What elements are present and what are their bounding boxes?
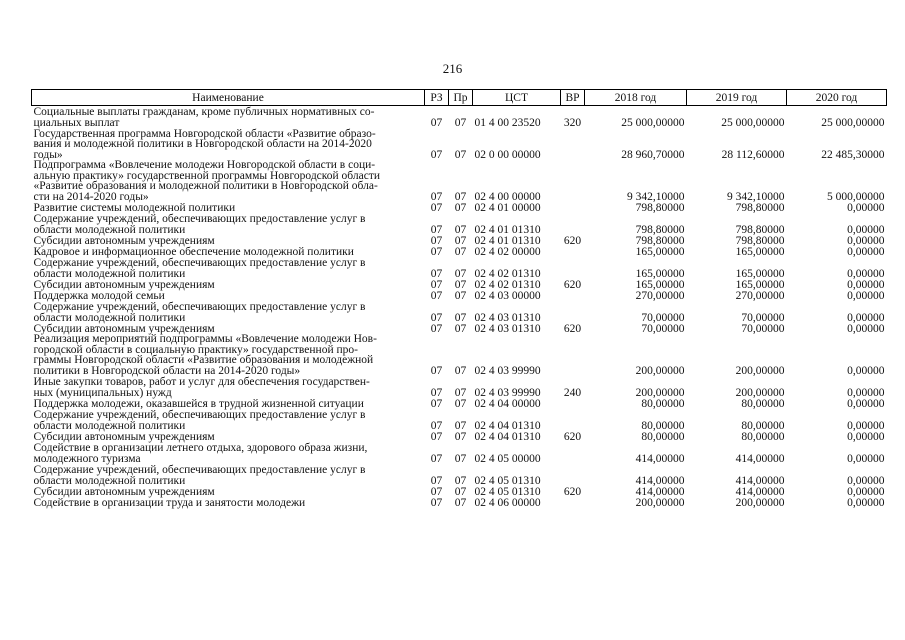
row-2020: 0,00000: [847, 496, 885, 509]
row-2018: 28 960,70000: [621, 148, 685, 161]
table-header-row: [32, 90, 887, 106]
row-2019: 414,00000: [735, 485, 785, 498]
row-pr: 07: [454, 364, 467, 377]
row-cst: 02 4 03 01310: [474, 311, 541, 324]
row-rz: 07: [430, 245, 443, 258]
row-vr: [561, 246, 585, 257]
row-vr: [561, 257, 585, 279]
row-2019: 200,00000: [735, 496, 785, 509]
row-vr: [561, 497, 585, 508]
row-cst: 02 4 04 01310: [474, 419, 541, 432]
row-cst: 02 4 06 00000: [474, 496, 541, 509]
column-header-2020: 2020 год: [787, 90, 887, 106]
row-vr: [561, 213, 585, 235]
row-vr: [561, 442, 585, 464]
row-name: Поддержка молодежи, оказавшейся в трудной жизненной ситуации: [33, 397, 364, 410]
row-pr: 07: [454, 397, 467, 410]
row-cst: 02 4 02 01310: [474, 278, 541, 291]
row-2020: 0,00000: [847, 485, 885, 498]
table-row: [32, 290, 887, 301]
row-2020: 0,00000: [847, 474, 885, 487]
row-rz: 07: [430, 452, 443, 465]
column-header-cst: ЦСТ: [473, 90, 561, 106]
row-cst: 02 4 01 01310: [474, 223, 541, 236]
row-name: Развитие системы молодежной политики: [33, 201, 236, 214]
row-2019: 80,00000: [741, 430, 785, 443]
row-rz: 07: [430, 364, 443, 377]
row-2019: 25 000,00000: [721, 116, 785, 129]
row-2020: 0,00000: [847, 201, 885, 214]
table-row: [32, 160, 887, 202]
row-cst: 02 4 00 00000: [474, 190, 541, 203]
row-name: Субсидии автономным учреждениям: [33, 278, 215, 291]
row-2019: 414,00000: [735, 452, 785, 465]
row-name: Подпрограмма «Вовлечение молодежи Новгородской области в соци- альную практику» государственной программы Новгородской области «Развитие образования и молодежной политики в Новгородской обла- сти на 2014-2020 годы»: [33, 159, 380, 203]
row-vr: [561, 334, 585, 376]
column-header-2019: 2019 год: [687, 90, 787, 106]
row-name: Поддержка молодой семьи: [33, 289, 165, 302]
row-pr: 07: [454, 245, 467, 258]
row-pr: 07: [454, 485, 467, 498]
row-cst: 02 4 03 00000: [474, 289, 541, 302]
row-2020: 25 000,00000: [821, 116, 885, 129]
row-vr: [561, 409, 585, 431]
row-vr: 620: [563, 430, 582, 443]
row-2018: 25 000,00000: [621, 116, 685, 129]
row-cst: 02 4 02 01310: [474, 267, 541, 280]
row-2019: 165,00000: [735, 267, 785, 280]
row-pr: 07: [454, 496, 467, 509]
row-rz: 07: [430, 148, 443, 161]
row-pr: 07: [454, 267, 467, 280]
row-pr: 07: [454, 386, 467, 399]
row-name: Субсидии автономным учреждениям: [33, 322, 215, 335]
row-rz: 07: [430, 289, 443, 302]
table-row: [32, 106, 887, 129]
row-vr: 620: [563, 278, 582, 291]
row-rz: 07: [430, 234, 443, 247]
row-rz: 07: [430, 485, 443, 498]
row-cst: 02 4 03 99990: [474, 386, 541, 399]
row-2019: 798,80000: [735, 234, 785, 247]
column-header-2018: 2018 год: [585, 90, 687, 106]
row-vr: 620: [563, 485, 582, 498]
row-rz: 07: [430, 430, 443, 443]
row-vr: [561, 301, 585, 323]
row-pr: 07: [454, 234, 467, 247]
row-vr: [561, 202, 585, 213]
table-row: [32, 486, 887, 497]
row-2018: 200,00000: [635, 386, 685, 399]
row-2020: 0,00000: [847, 452, 885, 465]
row-rz: 07: [430, 474, 443, 487]
table-row: [32, 202, 887, 213]
row-2018: 414,00000: [635, 452, 685, 465]
row-name: Кадровое и информационное обеспечение молодежной политики: [33, 245, 354, 258]
row-2018: 200,00000: [635, 496, 685, 509]
table-row: [32, 442, 887, 464]
row-vr: [561, 290, 585, 301]
row-name: Содержание учреждений, обеспечивающих предоставление услуг в области молодежной политики: [33, 301, 366, 324]
row-2019: 200,00000: [735, 364, 785, 377]
row-2019: 70,00000: [741, 322, 785, 335]
table-row: [32, 409, 887, 431]
row-2020: 22 485,30000: [821, 148, 885, 161]
row-2018: 414,00000: [635, 474, 685, 487]
row-2018: 9 342,10000: [627, 190, 685, 203]
table-row: [32, 431, 887, 442]
row-name: Содержание учреждений, обеспечивающих предоставление услуг в области молодежной политики: [33, 257, 366, 280]
row-2018: 270,00000: [635, 289, 685, 302]
row-2019: 270,00000: [735, 289, 785, 302]
row-rz: 07: [430, 116, 443, 129]
row-pr: 07: [454, 278, 467, 291]
row-pr: 07: [454, 148, 467, 161]
column-header-rz: РЗ: [425, 90, 449, 106]
row-pr: 07: [454, 190, 467, 203]
row-name: Социальные выплаты гражданам, кроме публичных нормативных со- циальных выплат: [33, 106, 375, 129]
row-2018: 165,00000: [635, 267, 685, 280]
table-row: [32, 334, 887, 376]
table-row: [32, 213, 887, 235]
row-rz: 07: [430, 311, 443, 324]
row-pr: 07: [454, 223, 467, 236]
row-2018: 798,80000: [635, 234, 685, 247]
row-name: Субсидии автономным учреждениям: [33, 485, 215, 498]
row-vr: [561, 398, 585, 409]
table-row: [32, 279, 887, 290]
table-row: [32, 497, 887, 508]
row-pr: 07: [454, 474, 467, 487]
row-name: Содержание учреждений, обеспечивающих предоставление услуг в области молодежной политики: [33, 464, 366, 487]
table-row: [32, 464, 887, 486]
row-2019: 70,00000: [741, 311, 785, 324]
row-rz: 07: [430, 322, 443, 335]
row-cst: 02 4 04 00000: [474, 397, 541, 410]
row-2019: 28 112,60000: [721, 148, 785, 161]
row-cst: 02 4 05 00000: [474, 452, 541, 465]
table-body: [32, 106, 887, 509]
row-2020: 0,00000: [847, 267, 885, 280]
row-2018: 80,00000: [641, 430, 685, 443]
row-2019: 80,00000: [741, 419, 785, 432]
row-2019: 165,00000: [735, 245, 785, 258]
row-2020: 0,00000: [847, 364, 885, 377]
row-2018: 80,00000: [641, 397, 685, 410]
row-name: Содержание учреждений, обеспечивающих предоставление услуг в области молодежной политики: [33, 213, 366, 236]
row-2019: 200,00000: [735, 386, 785, 399]
row-2019: 414,00000: [735, 474, 785, 487]
row-name: Содержание учреждений, обеспечивающих предоставление услуг в области молодежной политики: [33, 409, 366, 432]
row-pr: 07: [454, 116, 467, 129]
row-vr: [561, 464, 585, 486]
row-2020: 0,00000: [847, 245, 885, 258]
row-name: Содействие в организации труда и занятости молодежи: [33, 496, 306, 509]
row-pr: 07: [454, 201, 467, 214]
row-vr: [561, 160, 585, 202]
row-2020: 0,00000: [847, 223, 885, 236]
budget-table: [31, 89, 887, 508]
row-2020: 0,00000: [847, 419, 885, 432]
row-name: Содействие в организации летнего отдыха, здорового образа жизни, молодежного туризма: [33, 442, 368, 465]
row-cst: 02 4 01 00000: [474, 201, 541, 214]
row-2020: 0,00000: [847, 234, 885, 247]
row-2020: 0,00000: [847, 386, 885, 399]
row-2018: 165,00000: [635, 278, 685, 291]
row-rz: 07: [430, 278, 443, 291]
row-pr: 07: [454, 311, 467, 324]
row-name: Реализация мероприятий подпрограммы «Вовлечение молодежи Нов- городской области в социальную практику» государственной про- граммы Новгородской области «Развитие образования и молодежной политики в Новгородской области на 2014-2020 годы»: [33, 333, 377, 377]
row-pr: 07: [454, 289, 467, 302]
row-2018: 70,00000: [641, 322, 685, 335]
row-rz: 07: [430, 190, 443, 203]
row-vr: 620: [563, 322, 582, 335]
row-2018: 798,80000: [635, 223, 685, 236]
row-vr: [561, 128, 585, 160]
table-row: [32, 257, 887, 279]
table-row: [32, 246, 887, 257]
row-cst: 02 4 03 99990: [474, 364, 541, 377]
row-cst: 01 4 00 23520: [474, 116, 541, 129]
row-vr: 320: [563, 116, 582, 129]
row-cst: 02 4 04 01310: [474, 430, 541, 443]
row-2020: 0,00000: [847, 322, 885, 335]
row-2020: 5 000,00000: [827, 190, 885, 203]
row-2019: 798,80000: [735, 201, 785, 214]
row-cst: 02 4 05 01310: [474, 485, 541, 498]
page-number: 216: [442, 61, 463, 76]
row-pr: 07: [454, 452, 467, 465]
row-pr: 07: [454, 322, 467, 335]
row-2020: 0,00000: [847, 311, 885, 324]
row-2019: 9 342,10000: [727, 190, 785, 203]
row-2018: 165,00000: [635, 245, 685, 258]
row-2018: 80,00000: [641, 419, 685, 432]
row-cst: 02 0 00 00000: [474, 148, 541, 161]
row-2018: 200,00000: [635, 364, 685, 377]
row-2018: 414,00000: [635, 485, 685, 498]
row-rz: 07: [430, 201, 443, 214]
table-row: [32, 398, 887, 409]
row-name: Субсидии автономным учреждениям: [33, 430, 215, 443]
row-2019: 798,80000: [735, 223, 785, 236]
row-2018: 70,00000: [641, 311, 685, 324]
row-rz: 07: [430, 223, 443, 236]
column-header-name: Наименование: [32, 90, 425, 106]
row-2020: 0,00000: [847, 289, 885, 302]
row-2020: 0,00000: [847, 278, 885, 291]
row-vr: 240: [563, 386, 582, 399]
row-cst: 02 4 01 01310: [474, 234, 541, 247]
row-name: Субсидии автономным учреждениям: [33, 234, 215, 247]
row-2019: 80,00000: [741, 397, 785, 410]
row-rz: 07: [430, 386, 443, 399]
row-pr: 07: [454, 430, 467, 443]
row-2018: 798,80000: [635, 201, 685, 214]
row-pr: 07: [454, 419, 467, 432]
row-rz: 07: [430, 397, 443, 410]
row-2020: 0,00000: [847, 430, 885, 443]
row-cst: 02 4 05 01310: [474, 474, 541, 487]
row-name: Государственная программа Новгородской области «Развитие образо- вания и молодежной политики в Новгородской области на 2014-2020 годы»: [33, 127, 376, 161]
table-row: [32, 128, 887, 160]
row-rz: 07: [430, 267, 443, 280]
row-2020: 0,00000: [847, 397, 885, 410]
column-header-vr: ВР: [561, 90, 585, 106]
table-row: [32, 235, 887, 246]
table-row: [32, 376, 887, 398]
row-2019: 165,00000: [735, 278, 785, 291]
row-cst: 02 4 02 00000: [474, 245, 541, 258]
row-cst: 02 4 03 01310: [474, 322, 541, 335]
row-vr: 620: [563, 234, 582, 247]
row-name: Иные закупки товаров, работ и услуг для обеспечения государствен- ных (муниципальных) нужд: [33, 376, 370, 399]
row-rz: 07: [430, 419, 443, 432]
row-rz: 07: [430, 496, 443, 509]
column-header-pr: Пр: [449, 90, 473, 106]
table-row: [32, 301, 887, 323]
